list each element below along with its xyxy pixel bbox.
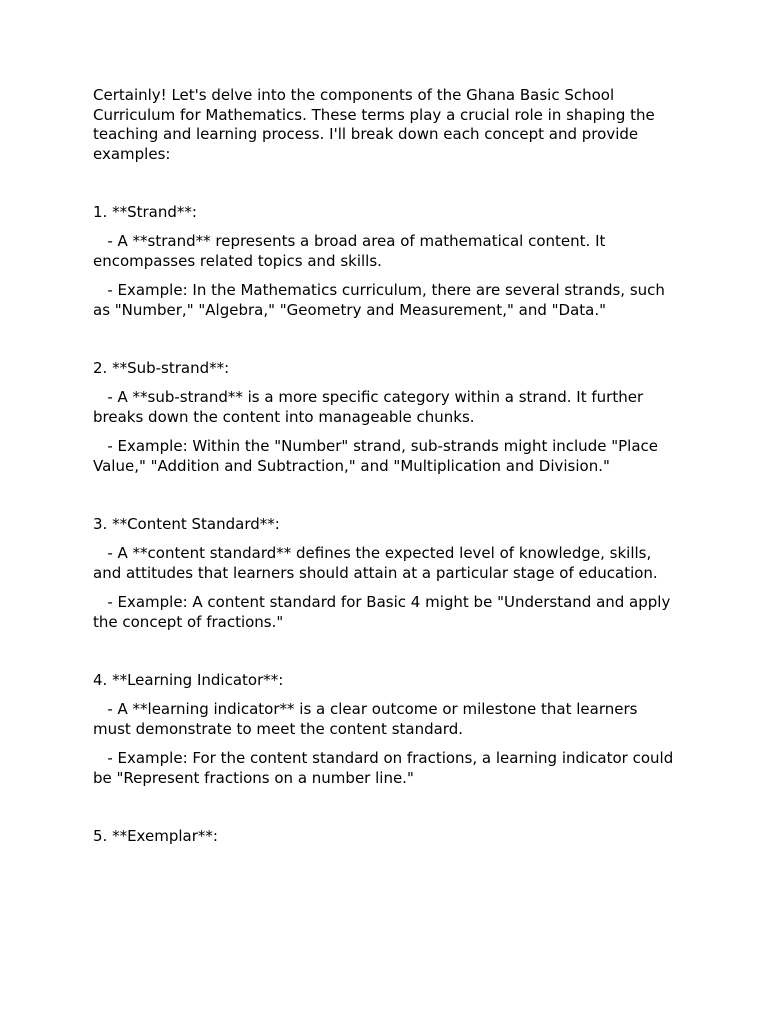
section-heading-sub-strand: 2. **Sub-strand**: xyxy=(93,359,230,378)
strand-definition: - A **strand** represents a broad area of mathematical content. It encompasses related topics and skills. xyxy=(93,232,611,271)
section-heading-exemplar: 5. **Exemplar**: xyxy=(93,827,218,846)
intro-paragraph: Certainly! Let's delve into the components of the Ghana Basic School Curriculum for Mathematics. These terms play a crucial role in shaping the teaching and learning process. I'll break down each concept and provide examples: xyxy=(93,86,660,163)
section-heading-content-standard: 3. **Content Standard**: xyxy=(93,515,280,534)
strand-example: - Example: In the Mathematics curriculum, there are several strands, such as "Number," "Algebra," "Geometry and Measurement," and "Data." xyxy=(93,281,670,319)
learning-indicator-example: - Example: For the content standard on fractions, a learning indicator could be "Represent fractions on a number line." xyxy=(93,749,679,787)
section-heading-learning-indicator: 4. **Learning Indicator**: xyxy=(93,671,284,690)
learning-indicator-definition: - A **learning indicator** is a clear outcome or milestone that learners must demonstrate to meet the content standard. xyxy=(93,700,643,738)
document-page xyxy=(93,86,678,856)
sub-strand-example: - Example: Within the "Number" strand, sub-strands might include "Place Value," "Addition and Subtraction," and "Multiplication and Division." xyxy=(93,437,663,475)
sub-strand-definition: - A **sub-strand** is a more specific category within a strand. It further breaks down the content into manageable chunks. xyxy=(93,388,648,427)
content-standard-definition: - A **content standard** defines the expected level of knowledge, skills, and attitudes that learners should attain at a particular stage of education. xyxy=(93,544,658,582)
section-heading-strand: 1. **Strand**: xyxy=(93,203,197,222)
content-standard-example: - Example: A content standard for Basic 4 might be "Understand and apply the concept of fractions." xyxy=(93,593,676,631)
